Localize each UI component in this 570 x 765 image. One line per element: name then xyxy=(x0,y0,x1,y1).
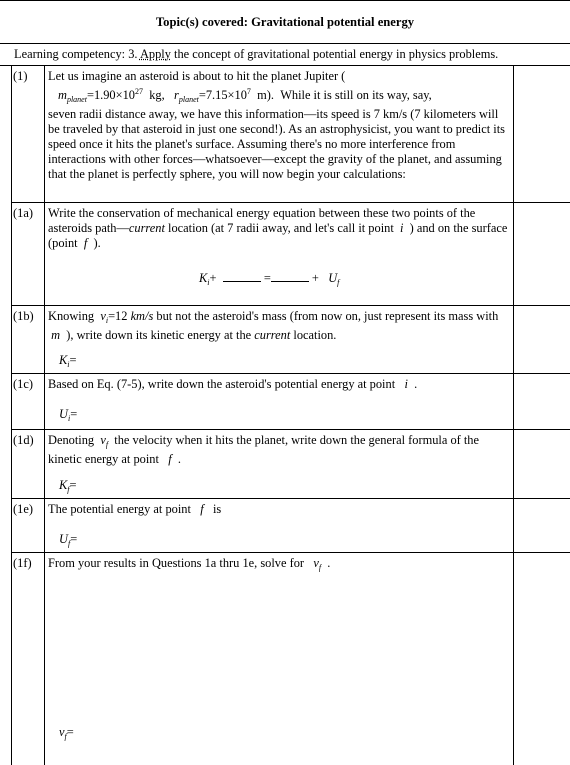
mass-exponent: 27 xyxy=(135,87,144,96)
question-number: (1c) xyxy=(13,377,33,391)
eq-plus-2: + xyxy=(311,271,319,285)
answer-equals: = xyxy=(69,353,77,367)
question-row-1a xyxy=(11,203,570,306)
question-text xyxy=(48,556,510,575)
q1a-text3: ) and on the surface (point xyxy=(48,221,508,250)
q1a-text4: ). xyxy=(93,236,101,250)
competency-keyword: Apply xyxy=(139,47,171,61)
q1b-v-sub: i xyxy=(105,316,109,325)
q1-text2: seven radii distance away, we have this information—its speed is 7 km/s (7 kilometers will be traveled by that asteroid in just one second!). As an astrophysicist, you want to predict its speed once it hits the planet's surface. Assuming there's no more interference from interactions with other forces—whatsoever—except the gravity of the planet, and assuming that the planet is perfectly sphere, you will now begin your calculations: xyxy=(48,107,505,181)
q1c-text1: Based on Eq. (7-5), write down the asteroid's potential energy at point xyxy=(48,377,399,391)
answer-sub: f xyxy=(67,485,70,494)
q1a-text1: Write the conservation of mechanical energy equation between these two points of the asteroids path— xyxy=(48,206,476,235)
question-number: (1d) xyxy=(13,433,34,447)
answer-equals: = xyxy=(69,478,77,492)
eq-u-sub: f xyxy=(337,278,340,287)
question-row-1b xyxy=(11,306,570,374)
question-row-1d xyxy=(11,430,570,499)
q1b-current: current xyxy=(254,328,291,342)
question-row-1 xyxy=(11,66,570,203)
q1c-point-i: i xyxy=(404,377,408,391)
q1b-text1: Knowing xyxy=(48,309,98,323)
learning-competency xyxy=(0,44,570,66)
mass-subscript: planet xyxy=(66,95,87,104)
answer-equals: = xyxy=(70,407,78,421)
answer-equals: = xyxy=(66,725,74,739)
answer-symbol: v xyxy=(59,725,65,739)
question-text xyxy=(48,502,510,517)
eq-equals: = xyxy=(263,271,271,285)
competency-rest: the concept of gravitational potential energy in physics problems. xyxy=(170,47,499,61)
answer-line[interactable] xyxy=(59,725,74,744)
q1d-point-f: f xyxy=(168,452,172,466)
q1f-text1: From your results in Questions 1a thru 1e, solve for xyxy=(48,556,308,570)
question-text xyxy=(48,309,510,343)
answer-symbol: U xyxy=(59,532,68,546)
question-text xyxy=(48,69,510,182)
page-title: Topic(s) covered: Gravitational potential energy xyxy=(0,0,570,44)
competency-prefix: Learning competency: 3. xyxy=(14,47,140,61)
q1d-text2: the velocity when it hits the planet, write down the general formula of the kinetic energy at point xyxy=(48,433,479,466)
q1e-text2: is xyxy=(209,502,222,516)
q1c-text2: . xyxy=(414,377,418,391)
q1e-text1: The potential energy at point xyxy=(48,502,195,516)
question-number: (1) xyxy=(13,69,28,83)
mass-symbol: m xyxy=(58,88,67,102)
q1d-text3: . xyxy=(177,452,181,466)
q1f-v: v xyxy=(313,556,319,570)
q1f-v-sub: f xyxy=(318,563,322,572)
q1-intro: Let us imagine an asteroid is about to hit the planet Jupiter ( xyxy=(48,69,346,83)
q1a-text2: location (at 7 radii away, and let's call it point xyxy=(164,221,397,235)
question-text xyxy=(48,206,510,251)
question-text xyxy=(48,433,510,467)
answer-symbol: U xyxy=(59,407,68,421)
q1b-v: v xyxy=(100,309,106,323)
question-number: (1e) xyxy=(13,502,33,516)
radius-symbol: r xyxy=(174,88,179,102)
eq-k: K xyxy=(199,271,208,285)
q1b-value: =12 xyxy=(108,309,128,323)
answer-symbol: K xyxy=(59,353,68,367)
answer-line[interactable] xyxy=(59,407,77,426)
answer-equals: = xyxy=(70,532,78,546)
eq-u: U xyxy=(328,271,338,285)
eq-k-sub: i xyxy=(207,278,210,287)
question-number: (1a) xyxy=(13,206,33,220)
question-text xyxy=(48,377,510,392)
mass-value: =1.90×10 xyxy=(86,88,136,102)
question-row-1e xyxy=(11,499,570,553)
answer-symbol: K xyxy=(59,478,68,492)
q1a-point-f: f xyxy=(83,236,88,250)
radius-exponent: 7 xyxy=(246,87,251,96)
q1d-v: v xyxy=(100,433,106,447)
answer-sub: i xyxy=(67,360,70,369)
q1b-text2: but not the asteroid's mass (from now on, just represent its mass with xyxy=(153,309,499,323)
answer-blank-1[interactable] xyxy=(223,271,261,282)
q1f-text2: . xyxy=(327,556,331,570)
answer-line[interactable] xyxy=(59,353,77,372)
q1e-point-f: f xyxy=(200,502,204,516)
answer-blank-2[interactable] xyxy=(271,271,309,282)
mass-unit: kg, xyxy=(149,88,165,102)
answer-line[interactable] xyxy=(59,532,77,551)
answer-line[interactable] xyxy=(59,478,77,497)
answer-sub: i xyxy=(67,414,71,423)
radius-value: =7.15×10 xyxy=(198,88,247,102)
question-number: (1b) xyxy=(13,309,34,323)
q1b-m: m xyxy=(51,328,61,342)
q1d-v-sub: f xyxy=(105,440,109,449)
q1-text1: While it is still on its way, say, xyxy=(280,88,432,102)
q1b-unit: km/s xyxy=(130,309,154,323)
q1a-current: current xyxy=(128,221,165,235)
answer-sub: f xyxy=(64,732,67,741)
q1b-text4: location. xyxy=(290,328,337,342)
answer-sub: f xyxy=(67,539,71,548)
eq-plus: + xyxy=(209,271,217,285)
q1b-text3: ), write down its kinetic energy at the xyxy=(66,328,255,342)
radius-unit: m). xyxy=(257,88,274,102)
question-number: (1f) xyxy=(13,556,32,570)
q1d-text1: Denoting xyxy=(48,433,98,447)
q1a-point-i: i xyxy=(399,221,404,235)
radius-subscript: planet xyxy=(178,95,199,104)
energy-equation xyxy=(199,271,499,290)
question-row-1f xyxy=(11,553,570,765)
question-row-1c xyxy=(11,374,570,430)
